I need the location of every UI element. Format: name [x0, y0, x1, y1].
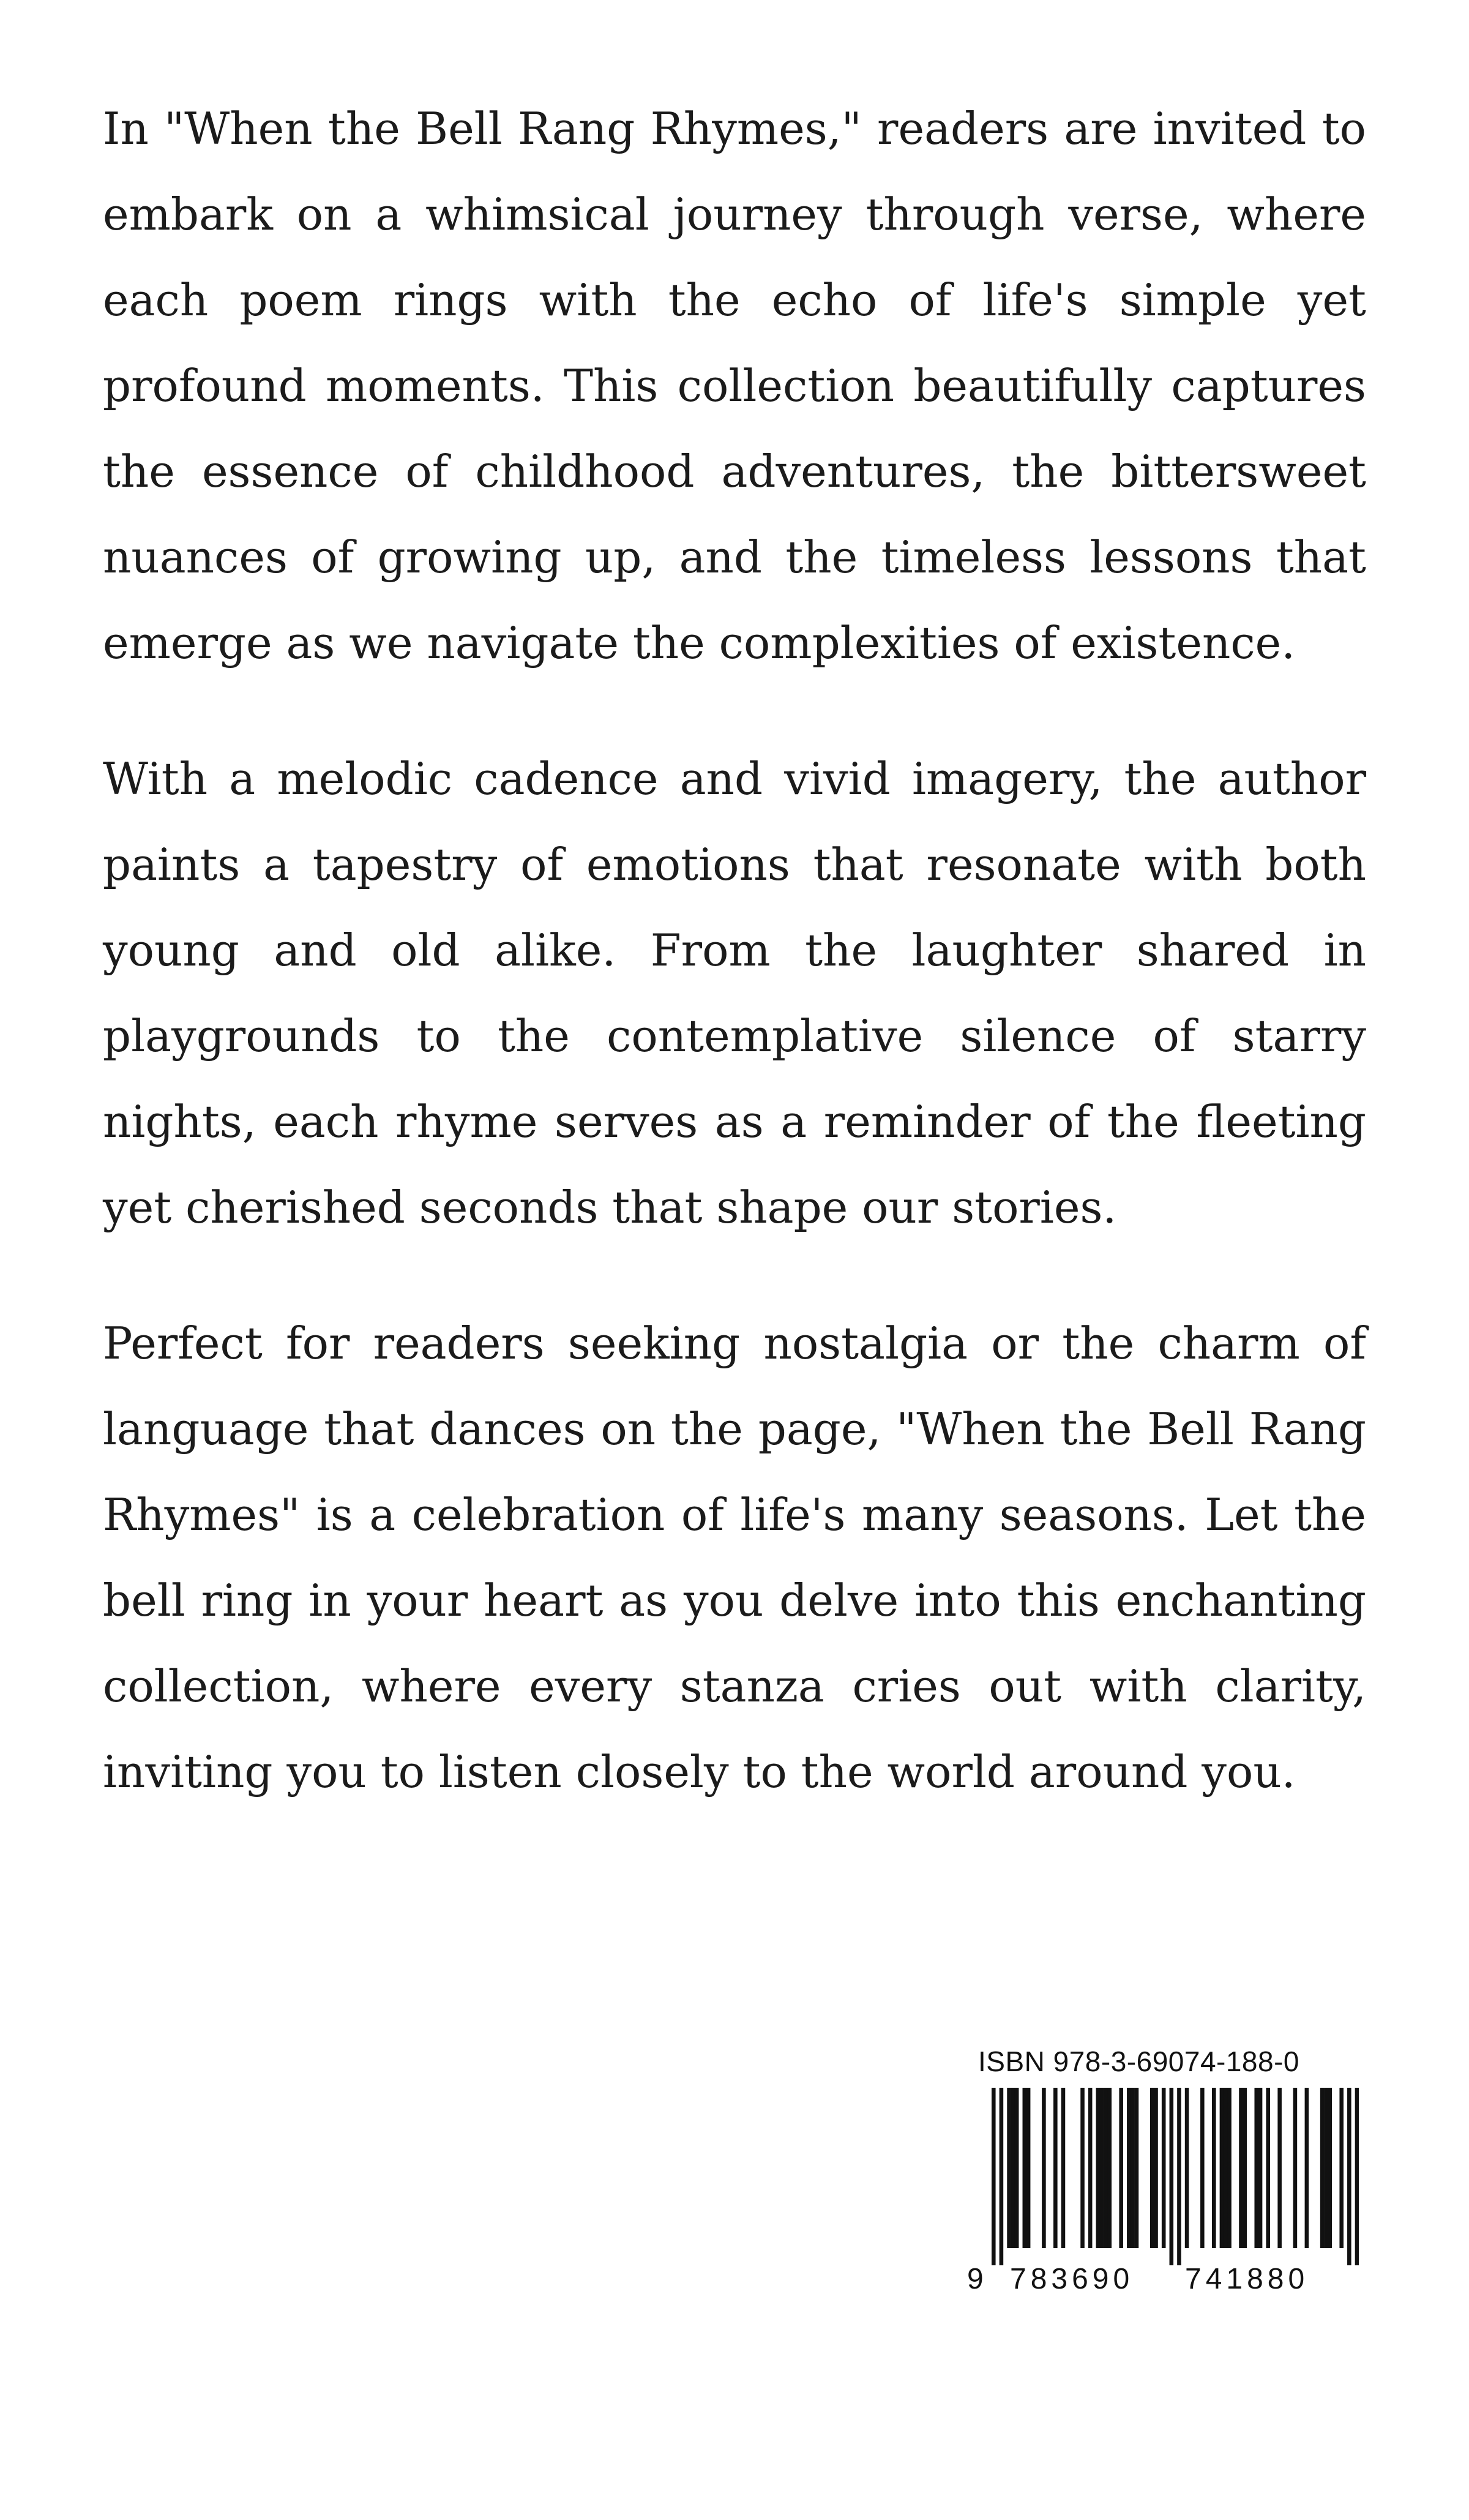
barcode-bar-33: [1254, 2088, 1258, 2248]
barcode-bar-8: [1053, 2088, 1058, 2248]
barcode-bar-18: [1131, 2088, 1135, 2248]
barcode-bar-38: [1305, 2088, 1309, 2248]
barcode-bar-31: [1239, 2088, 1243, 2248]
barcode-bar-37: [1293, 2088, 1298, 2248]
barcode-digits-right: 741880: [1183, 2262, 1311, 2297]
barcode-bar-34: [1258, 2088, 1263, 2248]
barcode-bar-11: [1088, 2088, 1093, 2248]
barcode-bar-16: [1119, 2088, 1123, 2248]
barcode-bar-35: [1266, 2088, 1270, 2248]
barcode-bars: [992, 2088, 1359, 2265]
barcode-bar-7: [1042, 2088, 1046, 2248]
barcode-bar-17: [1127, 2088, 1131, 2248]
barcode-bar-25: [1185, 2088, 1189, 2248]
barcode-bar-41: [1328, 2088, 1332, 2248]
barcode-bar-28: [1220, 2088, 1224, 2248]
barcode-bar-23: [1170, 2088, 1174, 2265]
barcode-bar-6: [1026, 2088, 1031, 2248]
barcode-bar-14: [1104, 2088, 1108, 2248]
isbn-barcode: [967, 2039, 1371, 2302]
barcode-bar-36: [1277, 2088, 1282, 2248]
barcode-bar-19: [1135, 2088, 1139, 2248]
barcode-bar-0: [992, 2088, 996, 2265]
isbn-label: ISBN 978-3-69074-188-0: [978, 2046, 1299, 2077]
barcode-bar-27: [1212, 2088, 1216, 2248]
barcode-bar-29: [1224, 2088, 1228, 2248]
barcode-bar-42: [1339, 2088, 1344, 2248]
barcode-bar-20: [1150, 2088, 1154, 2248]
barcode-bar-9: [1061, 2088, 1066, 2248]
barcode-bar-26: [1200, 2088, 1205, 2248]
barcode-bar-21: [1154, 2088, 1158, 2248]
barcode-bar-44: [1355, 2088, 1359, 2265]
barcode-bar-4: [1015, 2088, 1019, 2248]
blurb-paragraph-2: With a melodic cadence and vivid imagery, the author paints a tapestry of emotions that resonate with both young and old alike. From the laughter shared in playgrounds to the contemplative silence of starry nights, each rhyme serves as a reminder of the fleeting yet cherished seconds that shape our stories.: [103, 753, 1366, 1233]
barcode-bar-13: [1100, 2088, 1104, 2248]
barcode-bar-32: [1243, 2088, 1247, 2248]
barcode-digits-left: 783690: [1007, 2262, 1136, 2297]
barcode-bar-10: [1080, 2088, 1085, 2248]
barcode-bar-5: [1023, 2088, 1027, 2248]
barcode-bar-15: [1107, 2088, 1112, 2248]
blurb-paragraph-1: In "When the Bell Rang Rhymes," readers are invited to embark on a whimsical journey through verse, where each poem rings with the echo of life's simple yet profound moments. This collection beautifully captures the essence of childhood adventures, the bittersweet nuances of growing up, and the timeless lessons that emerge as we navigate the complexities of existence.: [103, 103, 1366, 669]
blurb-paragraph-3: Perfect for readers seeking nostalgia or the charm of language that dances on the page, "When the Bell Rang Rhymes" is a celebration of life's many seasons. Let the bell ring in your heart as you delve into this enchanting collection, where every stanza cries out with clarity, inviting you to listen closely to the world around you.: [103, 1318, 1366, 1798]
barcode-bar-12: [1096, 2088, 1101, 2248]
barcode-bar-1: [1000, 2088, 1004, 2265]
barcode-bar-40: [1324, 2088, 1328, 2248]
blurb-text: [103, 86, 1366, 1865]
barcode-bar-39: [1320, 2088, 1325, 2248]
barcode-bar-24: [1177, 2088, 1181, 2265]
barcode-bar-30: [1227, 2088, 1232, 2248]
barcode-bar-22: [1162, 2088, 1166, 2248]
barcode-digit-lead: 9: [967, 2263, 984, 2295]
barcode-bar-43: [1347, 2088, 1351, 2265]
barcode-bar-2: [1007, 2088, 1011, 2248]
barcode-bar-3: [1011, 2088, 1015, 2248]
